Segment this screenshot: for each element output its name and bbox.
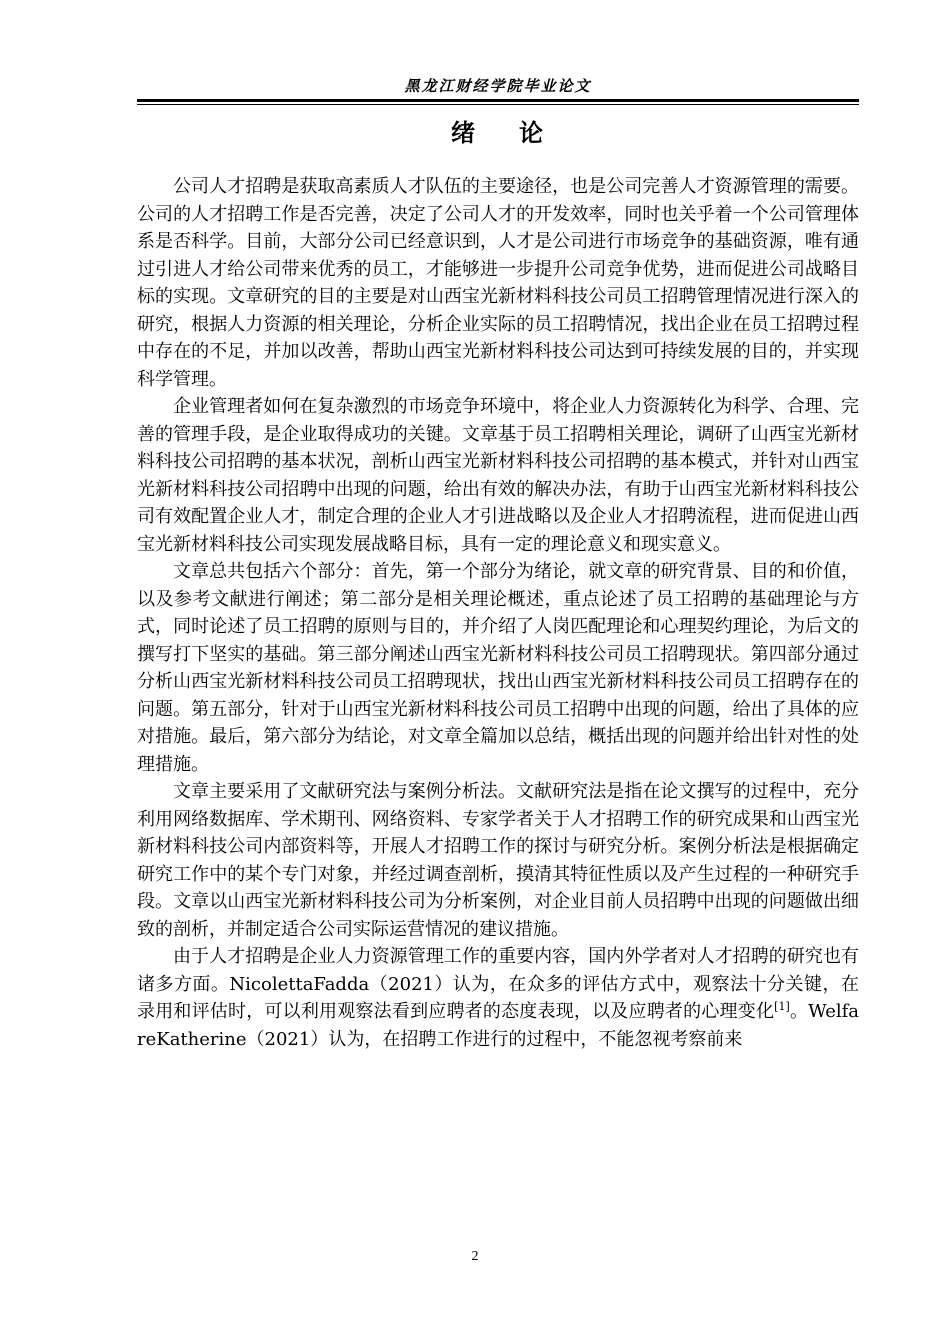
section-title-part2: 论 bbox=[519, 119, 545, 147]
citation-marker: [1] bbox=[774, 1000, 790, 1013]
paragraph-2: 企业管理者如何在复杂激烈的市场竞争环境中，将企业人力资源转化为科学、合理、完善的管理手段，是企业取得成功的关键。文章基于员工招聘相关理论，调研了山西宝光新材料科技公司招聘的基本状况，剖析山西宝光新材料科技公司招聘的基本模式，并针对山西宝光新材料科技公司招聘中出现的问题，给出有效的解决办法，有助于山西宝光新材料科技公司有效配置企业人才，制定合理的企业人才引进战略以及企业人才招聘流程，进而促进山西宝光新材料科技公司实现发展战略目标，具有一定的理论意义和现实意义。 bbox=[137, 396, 859, 555]
header-rule-thick bbox=[137, 99, 859, 102]
paragraph-5 bbox=[137, 943, 859, 1053]
body-text bbox=[137, 173, 859, 1053]
paragraph-1: 公司人才招聘是获取高素质人才队伍的主要途径，也是公司完善人才资源管理的需要。公司的人才招聘工作是否完善，决定了公司人才的开发效率，同时也关乎着一个公司管理体系是否科学。目前，大部分公司已经意识到，人才是公司进行市场竞争的基础资源，唯有通过引进人才给公司带来优秀的员工，才能够进一步提升公司竞争优势，进而促进公司战略目标的实现。文章研究的目的主要是对山西宝光新材料科技公司员工招聘管理情况进行深入的研究，根据人力资源的相关理论，分析企业实际的员工招聘情况，找出企业在员工招聘过程中存在的不足，并加以改善，帮助山西宝光新材料科技公司达到可持续发展的目的，并实现科学管理。 bbox=[137, 176, 859, 390]
paragraph-5-text-a: 由于人才招聘是企业人力资源管理工作的重要内容，国内外学者对人才招聘的研究也有诸多方面。NicolettaFadda（2021）认为，在众多的评估方式中，观察法十分关键，在录用和评估时，可以利用观察法看到应聘者的态度表现，以及应聘者的心理变化 bbox=[137, 946, 859, 1022]
page-number: 2 bbox=[471, 1249, 479, 1264]
paragraph-4: 文章主要采用了文献研究法与案例分析法。文献研究法是指在论文撰写的过程中，充分利用网络数据库、学术期刊、网络资料、专家学者关于人才招聘工作的研究成果和山西宝光新材料科技公司内部资料等，开展人才招聘工作的探讨与研究分析。案例分析法是根据确定研究工作中的某个专门对象，并经过调查剖析，摸清其特征性质以及产生过程的一种研究手段。文章以山西宝光新材料科技公司为分析案例，对企业目前人员招聘中出现的问题做出细致的剖析，并制定适合公司实际运营情况的建议措施。 bbox=[137, 781, 859, 940]
paragraph-5-text-b: 。WelfareKatherine（2021）认为，在招聘工作进行的过程中，不能忽视考察前来 bbox=[137, 1001, 859, 1050]
section-title bbox=[137, 116, 859, 150]
running-header: 黑龙江财经学院毕业论文 bbox=[404, 77, 592, 95]
header-rule-thin bbox=[137, 104, 859, 105]
paragraph-3: 文章总共包括六个部分：首先，第一个部分为绪论，就文章的研究背景、目的和价值，以及参考文献进行阐述；第二部分是相关理论概述，重点论述了员工招聘的基础理论与方式，同时论述了员工招聘的原则与目的，并介绍了人岗匹配理论和心理契约理论，为后文的撰写打下坚实的基础。第三部分阐述山西宝光新材料科技公司员工招聘现状。第四部分通过分析山西宝光新材料科技公司员工招聘现状，找出山西宝光新材料科技公司员工招聘存在的问题。第五部分，针对于山西宝光新材料科技公司员工招聘中出现的问题，给出了具体的应对措施。最后，第六部分为结论，对文章全篇加以总结，概括出现的问题并给出针对性的处理措施。 bbox=[137, 561, 859, 775]
section-title-part1: 绪 bbox=[451, 119, 477, 147]
